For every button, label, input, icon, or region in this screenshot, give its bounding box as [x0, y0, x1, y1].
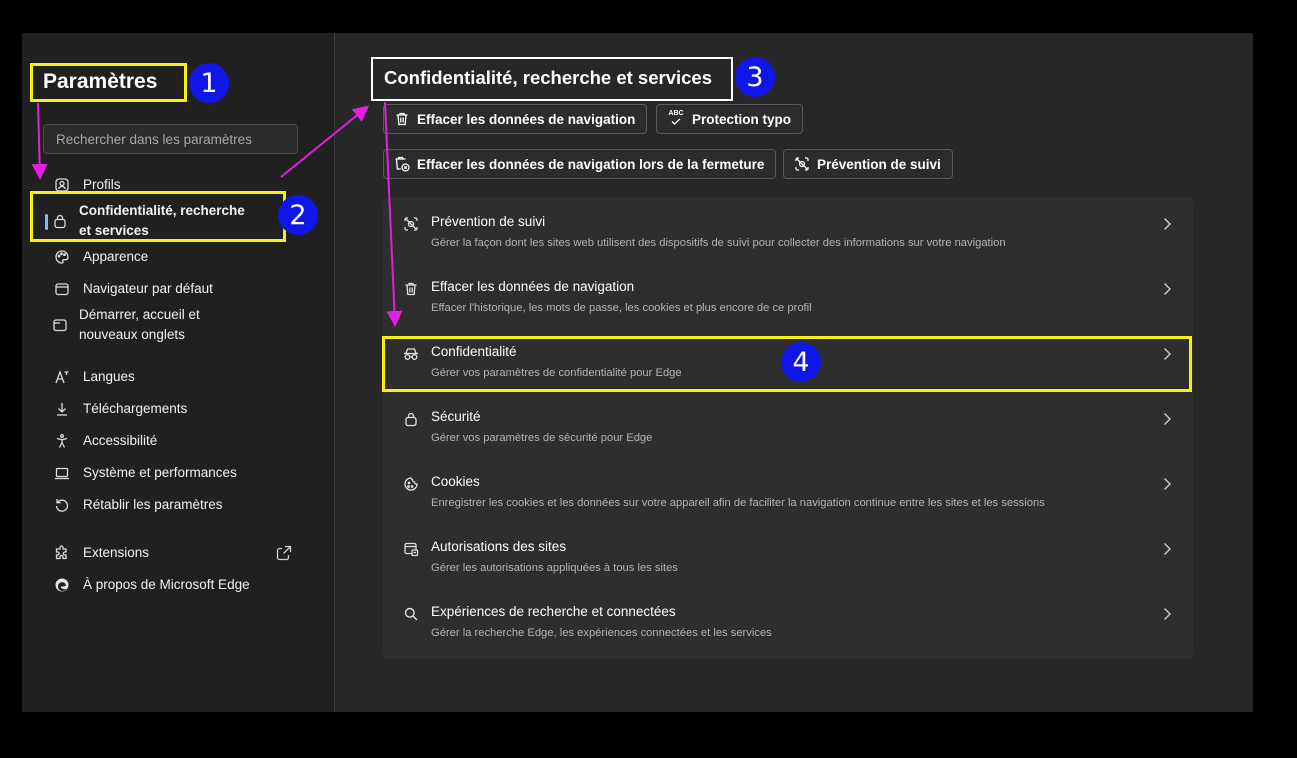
sidebar-item-systeme[interactable]: [52, 463, 237, 483]
row-clear-browsing-data[interactable]: [383, 262, 1193, 327]
row-description: Gérer la façon dont les sites web utilisent des dispositifs de suivi pour collecter des informations sur votre navigation: [431, 237, 1006, 249]
home-tab-icon: [52, 315, 68, 335]
trash-icon: [402, 280, 420, 298]
quick-link-protection-typo[interactable]: [656, 104, 803, 134]
row-description: Gérer vos paramètres de confidentialité pour Edge: [431, 367, 682, 379]
sidebar-item-label: Apparence: [83, 249, 149, 264]
settings-search-input[interactable]: [44, 125, 297, 153]
sidebar-item-label: Confidentialité, recherche et services: [79, 203, 245, 238]
row-title: Effacer les données de navigation: [431, 279, 635, 294]
quick-link-label: Effacer les données de navigation lors de la fermeture: [417, 156, 765, 172]
tracking-icon: [793, 155, 811, 173]
quick-link-label: Protection typo: [692, 111, 792, 127]
sidebar-item-label: Navigateur par défaut: [83, 281, 213, 296]
quick-link-label: Prévention de suivi: [817, 156, 941, 172]
sidebar-item-retablir[interactable]: [52, 495, 223, 515]
laptop-icon: [52, 463, 72, 483]
edge-logo-icon: [52, 575, 72, 595]
sidebar-item-label: Accessibilité: [83, 433, 158, 448]
chevron-right-icon: [1161, 216, 1173, 232]
row-description: Effacer l'historique, les mots de passe, les cookies et plus encore de ce profil: [431, 302, 812, 314]
sidebar-item-label: Rétablir les paramètres: [83, 497, 223, 512]
row-title: Cookies: [431, 474, 480, 489]
row-description: Gérer vos paramètres de sécurité pour Edge: [431, 432, 653, 444]
sidebar-item-label: Téléchargements: [83, 401, 188, 416]
sidebar: [22, 33, 335, 712]
cookie-icon: [402, 475, 420, 493]
tracking-icon: [402, 215, 420, 233]
sidebar-item-label: Langues: [83, 369, 135, 384]
row-cookies[interactable]: [383, 457, 1193, 522]
row-security[interactable]: [383, 392, 1193, 457]
open-external-icon[interactable]: [275, 544, 293, 562]
chevron-right-icon: [1161, 541, 1173, 557]
settings-list: [383, 197, 1193, 659]
browser-icon: [52, 279, 72, 299]
settings-search-box[interactable]: [43, 124, 298, 154]
quick-link-clear-on-close[interactable]: [383, 149, 776, 179]
row-site-permissions[interactable]: [383, 522, 1193, 587]
quick-link-clear-browsing-data[interactable]: [383, 104, 647, 134]
app-title: Paramètres: [43, 70, 158, 93]
step-badge-3: 3: [735, 57, 775, 97]
highlight-box-settings-title: [30, 63, 187, 102]
step-badge-4: 4: [781, 342, 821, 382]
quick-link-tracking-prevention[interactable]: [783, 149, 953, 179]
row-description: Gérer la recherche Edge, les expériences connectées et les services: [431, 627, 772, 639]
sidebar-item-accessibilite[interactable]: [52, 431, 157, 451]
download-icon: [52, 399, 72, 419]
step-badge-1: 1: [189, 63, 229, 103]
row-title: Prévention de suivi: [431, 214, 546, 229]
sidebar-item-demarrer[interactable]: [52, 305, 262, 345]
sidebar-item-a-propos[interactable]: [52, 575, 250, 595]
trash-clock-icon: [393, 155, 411, 173]
sidebar-item-label: Profils: [83, 177, 121, 192]
reset-icon: [52, 495, 72, 515]
sidebar-item-label: Démarrer, accueil et nouveaux onglets: [79, 307, 200, 342]
chevron-right-icon: [1161, 281, 1173, 297]
sidebar-item-label: À propos de Microsoft Edge: [83, 577, 250, 592]
step-badge-2: 2: [278, 195, 318, 235]
language-icon: [52, 367, 72, 387]
trash-icon: [393, 110, 411, 128]
sidebar-item-label: Système et performances: [83, 465, 237, 480]
row-title: Sécurité: [431, 409, 481, 424]
sidebar-item-label: Extensions: [83, 545, 150, 560]
page-title: Confidentialité, recherche et services: [384, 67, 712, 88]
chevron-right-icon: [1161, 606, 1173, 622]
highlight-box-page-title: [371, 57, 733, 101]
lock-icon: [402, 410, 420, 428]
sidebar-item-navigateur-par-defaut[interactable]: [52, 279, 213, 299]
row-title: Autorisations des sites: [431, 539, 567, 554]
palette-icon: [52, 247, 72, 267]
puzzle-icon: [52, 543, 72, 563]
row-tracking-prevention[interactable]: [383, 197, 1193, 262]
abc-check-icon: ABC: [666, 110, 686, 128]
accessibility-icon: [52, 431, 72, 451]
site-permissions-icon: [402, 540, 420, 558]
sidebar-item-telechargements[interactable]: [52, 399, 187, 419]
search-icon: [402, 605, 420, 623]
quick-link-label: Effacer les données de navigation: [417, 111, 636, 127]
sidebar-item-extensions[interactable]: [52, 543, 149, 563]
row-search-experiences[interactable]: [383, 587, 1193, 652]
chevron-right-icon: [1161, 411, 1173, 427]
chevron-right-icon: [1161, 476, 1173, 492]
row-title: Confidentialité: [431, 344, 517, 359]
row-title: Expériences de recherche et connectées: [431, 604, 676, 619]
sidebar-item-langues[interactable]: [52, 367, 135, 387]
sidebar-item-apparence[interactable]: [52, 247, 148, 267]
highlight-box-sidebar-privacy: [30, 191, 286, 242]
row-description: Gérer les autorisations appliquées à tous les sites: [431, 562, 678, 574]
row-description: Enregistrer les cookies et les données sur votre appareil afin de faciliter la navigation continue entre les sites et les sessions: [431, 497, 1045, 509]
